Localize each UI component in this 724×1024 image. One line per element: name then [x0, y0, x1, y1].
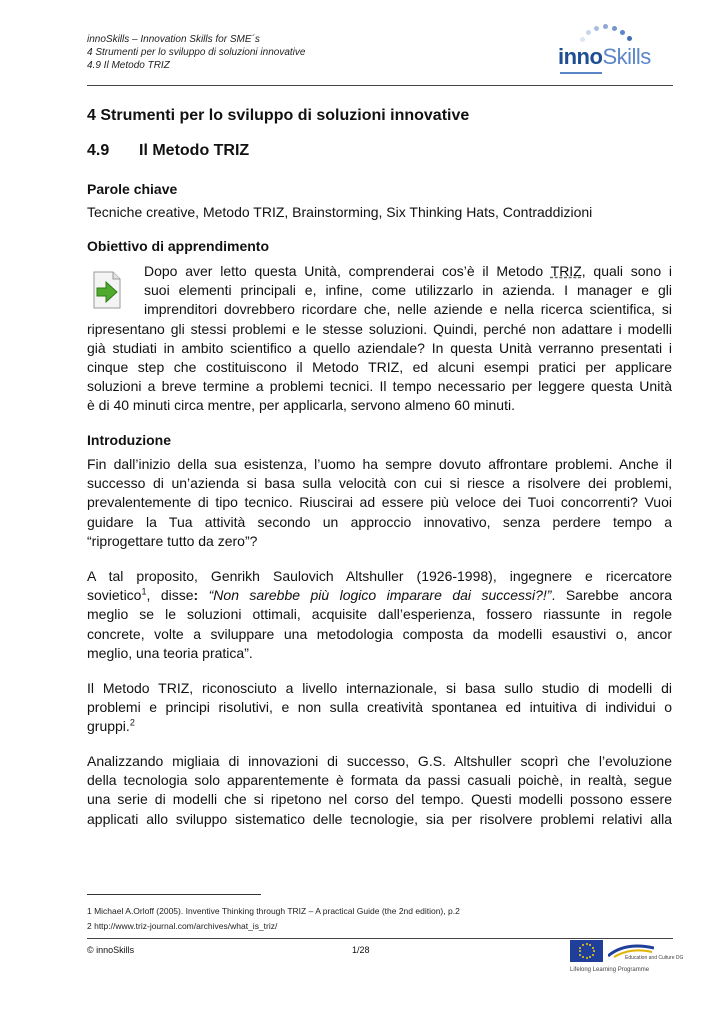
eu-star [582, 956, 584, 958]
eu-programme-label: Lifelong Learning Programme [570, 967, 650, 973]
eu-star [586, 943, 588, 945]
intro-line: della tecnologia solo apparentemente è formata da passi casuali poichè, in realtà, segue [87, 772, 672, 789]
footnote-2: 2 http://www.triz-journal.com/archives/what_is_triz/ [87, 921, 278, 931]
intro-paragraph-4 [87, 752, 672, 829]
objective-line: ripresentano gli stessi problemi e le stesse soluzioni. Quindi, perché non adattare i modelli [87, 320, 672, 337]
objective-line: Dopo aver letto questa Unità, comprenderai cos’è il Metodo TRIZ, quali sono i [144, 263, 672, 279]
intro-line: A tal proposito, Genrikh Saulovich Altshuller (1926-1998), ingegnere e ricercatore [87, 568, 672, 584]
objective-line: suoi elementi principali e, infine, come utilizzarlo in azienda. I manager e gli [144, 282, 672, 299]
eu-caption: Education and Culture DG [625, 955, 684, 961]
section-title-text: Il Metodo TRIZ [139, 142, 250, 159]
logo-wordmark [558, 44, 651, 70]
eu-star [582, 944, 584, 946]
keywords-heading: Parole chiave [87, 181, 178, 197]
logo-skills: Skills [602, 44, 651, 69]
objective-line: già studiati in ambito scientifico a quello aziendale? In questa Unità verranno presentati i [87, 339, 672, 356]
objective-line: soluzioni a breve termine a problemi tecnici. Il tempo necessario per leggere questa Unità [87, 378, 672, 395]
intro-line: meglio se le soluzioni ottimali, acquisite dall’esperienza, fossero riassunte in regole [87, 606, 672, 623]
intro-line: meglio, una teoria pratica”. [87, 644, 253, 661]
intro-paragraph-3 [87, 679, 672, 737]
eu-star [579, 954, 581, 956]
eu-flag-icon [570, 940, 603, 962]
eu-star [592, 954, 594, 956]
intro-line: concrete, volte a sviluppare una metodologia composta da modelli esaustivi o, ancor [87, 625, 672, 642]
intro-line: guidare la Tua attività secondo un approccio innovativo, senza perdere tempo a [87, 513, 672, 530]
eu-star [579, 947, 581, 949]
eu-star [592, 947, 594, 949]
header-line-3: 4.9 Il Metodo TRIZ [87, 60, 170, 71]
eu-programme-logo [570, 940, 684, 980]
objective-heading: Obiettivo di apprendimento [87, 238, 270, 254]
innoskills-logo [556, 24, 668, 80]
intro-paragraph-2 [87, 567, 672, 663]
objective-line: imprenditori dovrebbero ricordare che, nelle aziende e nella ricerca scientifica, si [144, 301, 672, 318]
chapter-title: 4 Strumenti per lo sviluppo di soluzioni innovative [87, 107, 470, 124]
footer-copyright: © innoSkills [87, 945, 135, 955]
section-number: 4.9 [87, 142, 110, 159]
page-number: 1/28 [352, 945, 370, 955]
intro-heading: Introduzione [87, 432, 171, 448]
running-header [87, 33, 305, 72]
keywords-text: Tecniche creative, Metodo TRIZ, Brainstorming, Six Thinking Hats, Contraddizioni [87, 204, 593, 220]
header-line-1: innoSkills – Innovation Skills for SME´s [87, 34, 260, 45]
eu-star [589, 944, 591, 946]
objective-paragraph [87, 262, 672, 416]
eu-star [586, 957, 588, 959]
triz-term: TRIZ [550, 263, 582, 279]
intro-line: una serie di modelli che si ripetono nel corso del tempo. Questi modelli possono essere [87, 791, 672, 808]
footnote-1: 1 Michael A.Orloff (2005). Inventive Thinking through TRIZ – A practical Guide (the 2nd edition), p.2 [87, 906, 460, 916]
eu-star [589, 956, 591, 958]
logo-inno: inno [558, 44, 603, 69]
eu-star [593, 950, 595, 952]
intro-line: problemi e principi risolutivi, e non sulla creatività spontanea ed intuitiva di individui o [87, 699, 672, 716]
objective-line: cinque step che costituiscono il Metodo TRIZ, ed alcuni esempi pratici per applicare [87, 358, 672, 375]
footnote-ref-1: 1 [141, 586, 147, 597]
intro-line: successo di un’azienda si basa sulla velocità con cui si riesce a risolvere dei problemi, [87, 475, 672, 492]
footer-divider [87, 938, 673, 939]
intro-line: Analizzando migliaia di innovazioni di successo, G.S. Altshuller scoprì che l’evoluzione [87, 753, 672, 769]
logo-underline [560, 72, 602, 74]
section-title [87, 142, 249, 160]
footnote-divider [87, 894, 261, 895]
intro-line-quote: sovietico$^1$, disse: “Non sarebbe più logico imparare dai successi?!”. Sarebbe ancora [87, 586, 673, 604]
intro-line: applicati allo sviluppo sistematico delle tecnologie, sia per risolvere problemi relativi alla [87, 810, 672, 827]
eu-star [579, 950, 581, 952]
header-divider [87, 85, 673, 86]
intro-line: Il Metodo TRIZ, riconosciuto a livello internazionale, si basa sullo studio di modelli di [87, 680, 672, 696]
objective-line: è di 40 minuti circa mentre, per applicarla, servono almeno 60 minuti. [87, 397, 515, 414]
intro-paragraph-1 [87, 455, 672, 551]
intro-line: prevalentemente di tipo tecnico. Riuscirai ad essere più veloce dei Tuoi concorrenti? Vuoi [87, 494, 672, 511]
footnote-ref-2: 2 [129, 717, 135, 728]
intro-line: gruppi.$^2$ [87, 717, 135, 735]
intro-line: Fin dall’inizio della sua esistenza, l’uomo ha sempre dovuto affrontare problemi. Anche il [87, 456, 672, 472]
altshuller-quote: “Non sarebbe più logico imparare dai successi?!” [198, 587, 552, 604]
header-line-2: 4 Strumenti per lo sviluppo di soluzioni innovative [87, 47, 306, 58]
intro-line: “riprogettare tutto da zero”? [87, 532, 258, 549]
